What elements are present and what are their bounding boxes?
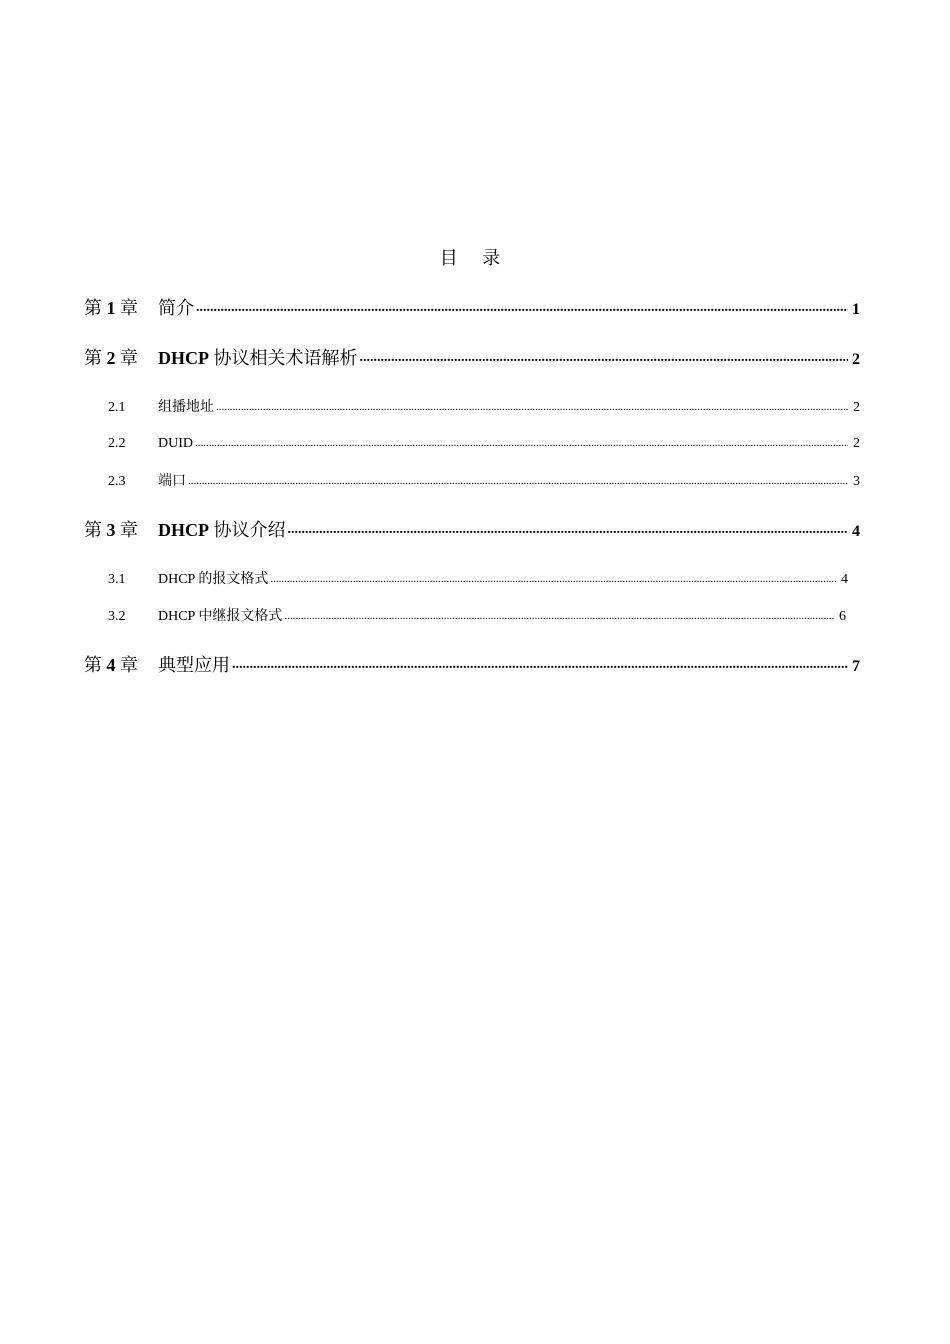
page-number: 6 [839, 609, 846, 624]
chapter-number: 第 4 章 [84, 655, 138, 675]
toc-entry-section-2-3[interactable] [108, 470, 860, 490]
page-number: 2 [853, 400, 860, 415]
toc-entry-section-2-1[interactable] [108, 396, 860, 416]
section-title: DUID [158, 436, 193, 451]
page-number: 7 [852, 658, 860, 675]
page-number: 2 [853, 436, 860, 451]
toc-entry-chapter-2[interactable] [84, 344, 860, 370]
toc-entry-chapter-1[interactable] [84, 294, 860, 320]
section-title: DHCP 的报文格式 [158, 572, 269, 587]
section-title: 端口 [158, 474, 186, 489]
toc-entry-chapter-3[interactable] [84, 516, 860, 542]
section-number: 3.1 [108, 572, 126, 587]
toc-entry-section-2-2[interactable] [108, 433, 860, 452]
dot-leader [188, 471, 848, 485]
toc-title: 目 录 [439, 248, 511, 268]
dot-leader [232, 653, 848, 671]
page-number: 4 [852, 523, 860, 540]
section-title: DHCP 中继报文格式 [158, 609, 283, 624]
toc-entry-section-3-1[interactable] [108, 568, 848, 588]
dot-leader [270, 569, 836, 583]
chapter-number: 第 3 章 [84, 520, 138, 540]
page-number: 2 [852, 351, 860, 368]
chapter-number: 第 1 章 [84, 298, 138, 318]
section-number: 3.2 [108, 609, 126, 624]
section-number: 2.1 [108, 400, 126, 415]
section-title: 组播地址 [158, 400, 214, 415]
dot-leader [196, 296, 848, 314]
toc-entry-chapter-4[interactable] [84, 651, 860, 677]
page-number: 3 [853, 474, 860, 489]
toc-entry-section-3-2[interactable] [108, 605, 846, 625]
chapter-title: DHCP 协议介绍 [158, 520, 286, 540]
chapter-title: DHCP 协议相关术语解析 [158, 348, 358, 368]
section-number: 2.3 [108, 474, 126, 489]
chapter-title: 简介 [158, 298, 194, 318]
page-number: 1 [852, 301, 860, 318]
dot-leader [288, 518, 849, 536]
dot-leader [360, 346, 849, 364]
dot-leader [195, 433, 848, 447]
chapter-title: 典型应用 [158, 655, 230, 675]
section-number: 2.2 [108, 436, 126, 451]
dot-leader [284, 606, 834, 620]
dot-leader [216, 397, 848, 411]
page-number: 4 [841, 572, 848, 587]
chapter-number: 第 2 章 [84, 348, 138, 368]
